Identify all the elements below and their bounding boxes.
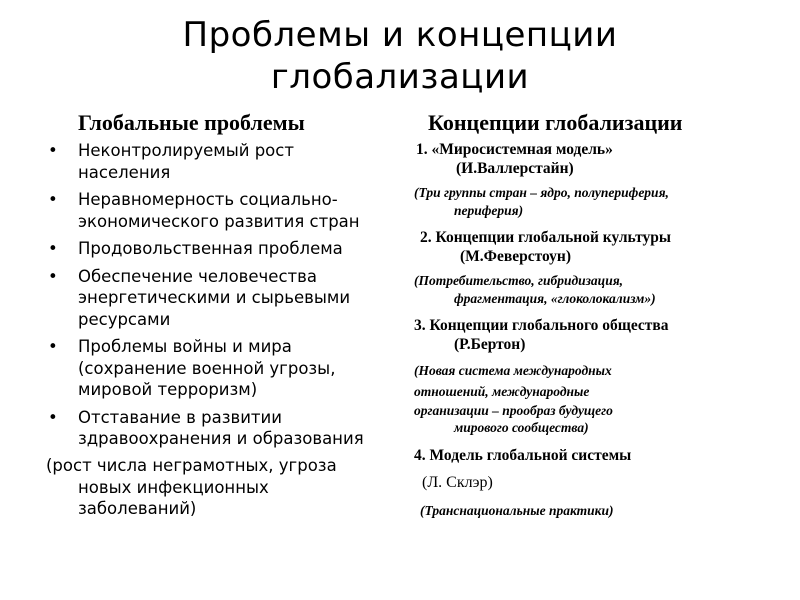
concept-note-line: (Потребительство, гибридизация, <box>414 273 624 288</box>
concept-title: 2. Концепции глобальной культуры <box>420 229 672 246</box>
concept-note <box>414 184 774 220</box>
slide-title-line-1: Проблемы и концепции <box>182 15 618 55</box>
concept-author: (Р.Бертон) <box>454 336 526 353</box>
concept-global-culture <box>420 228 774 266</box>
concept-title: 3. Концепции глобального общества <box>414 317 669 334</box>
concept-note-line: (Новая система международных <box>414 363 612 378</box>
list-item <box>46 140 376 183</box>
concept-note <box>414 360 774 436</box>
bullet-icon: • <box>48 239 58 258</box>
concept-note-line: периферия) <box>454 203 524 218</box>
bullet-icon: • <box>48 266 58 286</box>
list-item <box>46 336 376 401</box>
concept-note-line: мирового сообщества) <box>454 420 589 435</box>
education-note-line-2: новых инфекционных заболеваний) <box>78 477 269 518</box>
education-note-line-1: (рост числа неграмотных, угроза <box>46 456 337 475</box>
bullet-icon: • <box>48 407 58 427</box>
list-item-text: Отставание в развитии здравоохранения и образования <box>78 407 364 448</box>
list-item <box>46 266 376 331</box>
list-item-text: Обеспечение человечества энергетическими и сырьевыми ресурсами <box>78 266 351 329</box>
list-item-text: Неконтролируемый рост населения <box>78 141 294 182</box>
concept-author: (М.Феверстоун) <box>460 248 572 265</box>
slide-title-line-2: глобализации <box>270 57 530 97</box>
global-problems-list <box>46 140 376 456</box>
concept-note <box>414 272 774 308</box>
list-item <box>46 189 376 232</box>
list-item-text: Неравномерность социально-экономического развития стран <box>78 190 360 231</box>
list-item <box>46 407 376 450</box>
education-problem-note <box>46 455 386 520</box>
globalization-concepts-heading: Концепции глобализации <box>428 110 683 135</box>
concept-note-line: отношений, международные <box>414 384 590 399</box>
concepts-list <box>414 140 774 520</box>
concept-note: (Транснациональные практики) <box>420 503 614 518</box>
concept-global-system <box>414 446 774 465</box>
concept-title: 1. «Миросистемная модель» <box>416 141 613 158</box>
bullet-icon: • <box>48 190 58 209</box>
list-item <box>46 238 376 260</box>
concept-title: 4. Модель глобальной системы <box>414 447 632 464</box>
concept-world-system <box>416 140 774 178</box>
concept-note-line: фрагментация, «глоколокализм») <box>454 291 656 306</box>
bullet-icon: • <box>48 141 58 160</box>
concept-note-line: (Три группы стран – ядро, полупериферия, <box>414 185 669 200</box>
slide-title <box>0 14 800 98</box>
concept-global-society <box>414 316 774 354</box>
bullet-icon: • <box>48 337 58 356</box>
concept-author: (И.Валлерстайн) <box>456 160 574 177</box>
list-item-text: Проблемы войны и мира (сохранение военной угрозы, мировой терроризм) <box>78 337 336 399</box>
global-problems-heading: Глобальные проблемы <box>78 110 305 135</box>
concept-author: (Л. Склэр) <box>422 474 493 491</box>
list-item-text: Продовольственная проблема <box>78 239 343 258</box>
concept-note-line: организации – прообраз будущего <box>414 403 613 418</box>
